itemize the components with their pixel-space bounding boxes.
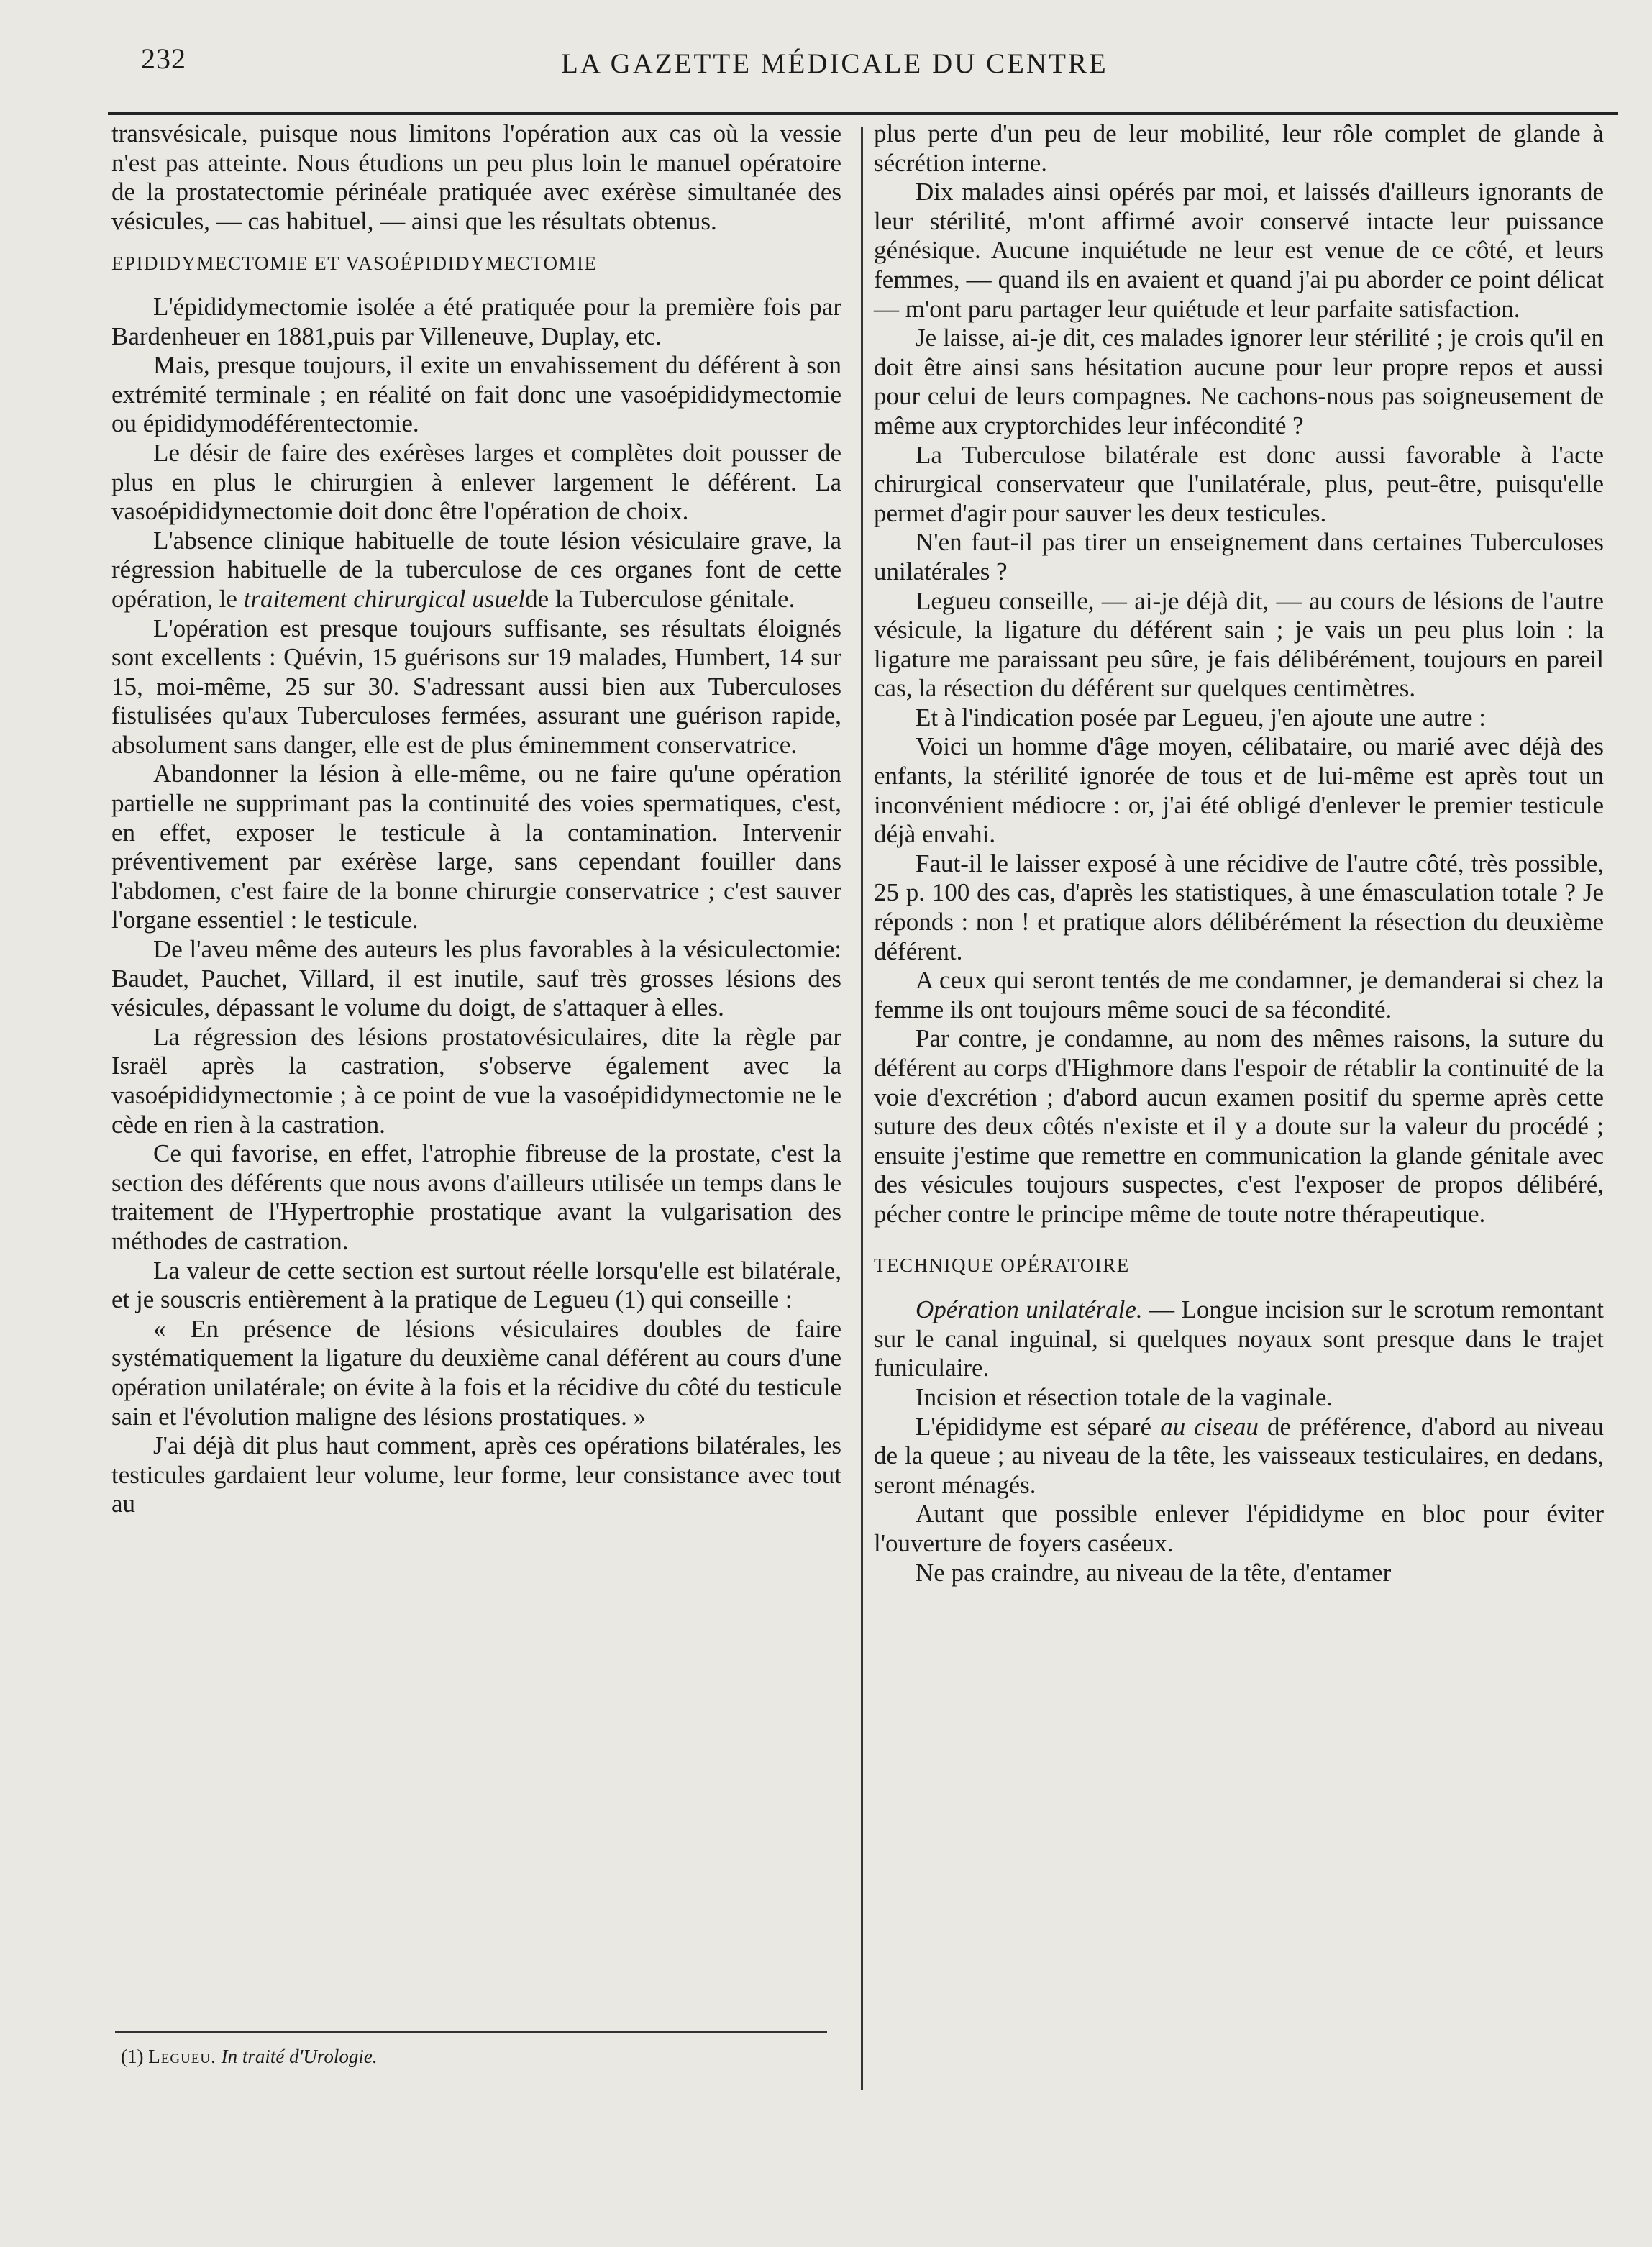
paragraph: Ce qui favorise, en effet, l'atrophie fibreuse de la prostate, c'est la section des déférents que nous avons d'ailleurs utilisée un temps dans le traitement de l'Hypertrophie prostatique avant la vulgarisation des méthodes de castration. — [111, 1139, 841, 1255]
text-run: L'absence clinique habituelle de toute lésion vésiculaire grave, la régression habituelle de la tuberculose de ces organes font de cette opération, le — [111, 526, 841, 613]
paragraph: A ceux qui seront tentés de me condamner, je demanderai si chez la femme ils ont toujours même souci de sa fécondité. — [874, 966, 1604, 1024]
section-title-technique: TECHNIQUE OPÉRATOIRE — [874, 1254, 1130, 1276]
paragraph: Autant que possible enlever l'épididyme en bloc pour éviter l'ouverture de foyers caséeux. — [874, 1500, 1604, 1557]
paragraph: Le désir de faire des exérèses larges et complètes doit pousser de plus en plus le chirurgien à enlever largement le déférent. La vasoépididymectomie doit donc être l'opération de choix. — [111, 438, 841, 526]
paragraph: Par contre, je condamne, au nom des mêmes raisons, la suture du déférent au corps d'Highmore dans l'espoir de rétablir la continuité de la voie d'excrétion ; d'abord aucun examen positif du sperme après cette suture des deux côtés n'existe et il y a doute sur la valeur du procédé ; ensuite j'estime que remettre en communication la glande génitale avec des vésicules toujours suspectes, c'est l'exposer de propos délibéré, pécher contre le principe même de toute notre thérapeutique. — [874, 1024, 1604, 1228]
paragraph: N'en faut-il pas tirer un enseignement dans certaines Tuberculoses unilatérales ? — [874, 528, 1604, 585]
paragraph: Dix malades ainsi opérés par moi, et laissés d'ailleurs ignorants de leur stérilité, m'ont affirmé avoir conservé intacte leur puissance génésique. Aucune inquiétude ne leur est venue de ce côté, et leurs femmes, — quand ils en avaient et quand j'ai pu aborder ce point délicat — m'ont paru partager leur quiétude et leur parfaite satisfaction. — [874, 178, 1604, 323]
paragraph: Mais, presque toujours, il exite un envahissement du déférent à son extrémité terminale ; en réalité on fait donc une vasoépididymectomie ou épididymodéférentectomie. — [111, 351, 841, 438]
italic-text: traitement chirurgical usuel — [243, 584, 526, 613]
footnote-author: Legueu. — [148, 2046, 216, 2067]
text-run: de la Tuberculose génitale. — [525, 584, 795, 613]
running-title: LA GAZETTE MÉDICALE DU CENTRE — [561, 48, 1108, 79]
left-column — [111, 119, 841, 1519]
paragraph — [874, 1295, 1604, 1383]
quotation: « En présence de lésions vésiculaires doubles de faire systématiquement la ligature du deuxième canal déférent au cours d'une opération unilatérale; on évite à la fois et la récidive du côté du testicule sain et l'évolution maligne des lésions prostatiques. » — [111, 1314, 841, 1431]
text-run: — Longue incision sur le scrotum remontant sur le canal inguinal, si quelques noyaux sont presque dans le trajet funiculaire. — [874, 1295, 1604, 1382]
page-number: 232 — [141, 42, 186, 75]
paragraph: Incision et résection totale de la vaginale. — [916, 1382, 1333, 1411]
text-run: L'épididyme est séparé — [916, 1412, 1161, 1441]
paragraph: J'ai déjà dit plus haut comment, après ces opérations bilatérales, les testicules gardaient leur volume, leur forme, leur consistance avec tout au — [111, 1431, 841, 1518]
text-run: de préférence, d'abord au niveau de la queue ; au niveau de la tête, les vaisseaux testiculaires, en dedans, seront ménagés. — [874, 1412, 1605, 1499]
paragraph: Abandonner la lésion à elle-même, ou ne faire qu'une opération partielle ne supprimant pas la continuité des voies spermatiques, c'est, en effet, exposer le testicule à la contamination. Intervenir préventivement par exérèse large, sans cependant fouiller dans l'abdomen, c'est faire de la bonne chirurgie conservatrice ; c'est sauver l'organe essentiel : le testicule. — [111, 760, 841, 934]
paragraph: Ne pas craindre, au niveau de la tête, d'entamer — [916, 1558, 1392, 1587]
paragraph: Je laisse, ai-je dit, ces malades ignorer leur stérilité ; je crois qu'il en doit être ainsi sans hésitation aucune pour leur propre repos et aussi pour celui de leurs compagnes. Ne cachons-nous pas soigneusement de même aux cryptorchides leur infécondité ? — [874, 324, 1604, 439]
paragraph: Faut-il le laisser exposé à une récidive de l'autre côté, très possible, 25 p. 100 des cas, d'après les statistiques, à une émasculation totale ? Je réponds : non ! et pratique alors délibérément la résection du deuxième déférent. — [874, 849, 1604, 965]
footnote-marker: (1) — [121, 2046, 144, 2067]
header-rule — [108, 112, 1618, 115]
footnote-rule — [115, 2031, 827, 2033]
paragraph — [874, 1413, 1604, 1500]
paragraph: La Tuberculose bilatérale est donc aussi favorable à l'acte chirurgical conservateur que l'unilatérale, plus, peut-être, puisqu'elle permet d'agir pour sauver les deux testicules. — [874, 440, 1604, 527]
paragraph: La valeur de cette section est surtout réelle lorsqu'elle est bilatérale, et je souscris entièrement à la pratique de Legueu (1) qui conseille : — [111, 1256, 841, 1314]
right-column — [874, 119, 1604, 1587]
section-title-epididymectomie: EPIDIDYMECTOMIE ET VASOÉPIDIDYMECTOMIE — [111, 252, 598, 275]
column-divider — [861, 127, 863, 2090]
paragraph — [111, 527, 841, 614]
paragraph: Legueu conseille, — ai-je déjà dit, — au cours de lésions de l'autre vésicule, la ligature du déférent sain ; je vais un peu plus loin : la ligature me paraissant peu sûre, je fais délibérément, toujours en pareil cas, la résection du déférent sur quelques centimètres. — [874, 586, 1604, 703]
italic-text: au ciseau — [1160, 1412, 1259, 1441]
paragraph: La régression des lésions prostatovésiculaires, dite la règle par Israël après la castration, s'observe également avec la vasoépididymectomie ; à ce point de vue la vasoépididymectomie ne le cède en rien à la castration. — [111, 1022, 841, 1139]
paragraph: De l'aveu même des auteurs les plus favorables à la vésiculectomie: Baudet, Pauchet, Villard, il est inutile, sauf très grosses lésions des vésicules, dépassant le volume du doigt, de s'attaquer à elles. — [111, 935, 841, 1022]
paragraph: transvésicale, puisque nous limitons l'opération aux cas où la vessie n'est pas atteinte. Nous étudions un peu plus loin le manuel opératoire de la prostatectomie périnéale pratiquée avec exérèse simultanée des vésicules, — cas habituel, — ainsi que les résultats obtenus. — [111, 119, 841, 235]
footnote — [121, 2045, 378, 2068]
paragraph: Voici un homme d'âge moyen, célibataire, ou marié avec déjà des enfants, la stérilité ignorée de tous et de lui-même est après tout un inconvénient médiocre : or, j'ai été obligé d'enlever le premier testicule déjà envahi. — [874, 732, 1604, 849]
paragraph: L'opération est presque toujours suffisante, ses résultats éloignés sont excellents : Quévin, 15 guérisons sur 19 malades, Humbert, 14 sur 15, moi-même, 25 sur 30. S'adressant aussi bien aux Tuberculoses fistulisées qu'aux Tuberculoses fermées, assurant une guérison rapide, absolument sans danger, elle est de plus éminemment conservatrice. — [111, 614, 841, 759]
footnote-reference: In traité d'Urologie. — [221, 2046, 378, 2067]
italic-text: Opération unilatérale. — [916, 1295, 1143, 1324]
paragraph: L'épididymectomie isolée a été pratiquée pour la première fois par Bardenheuer en 1881,puis par Villeneuve, Duplay, etc. — [111, 292, 841, 350]
paragraph: plus perte d'un peu de leur mobilité, leur rôle complet de glande à sécrétion interne. — [874, 119, 1604, 177]
paragraph: Et à l'indication posée par Legueu, j'en ajoute une autre : — [916, 703, 1487, 731]
